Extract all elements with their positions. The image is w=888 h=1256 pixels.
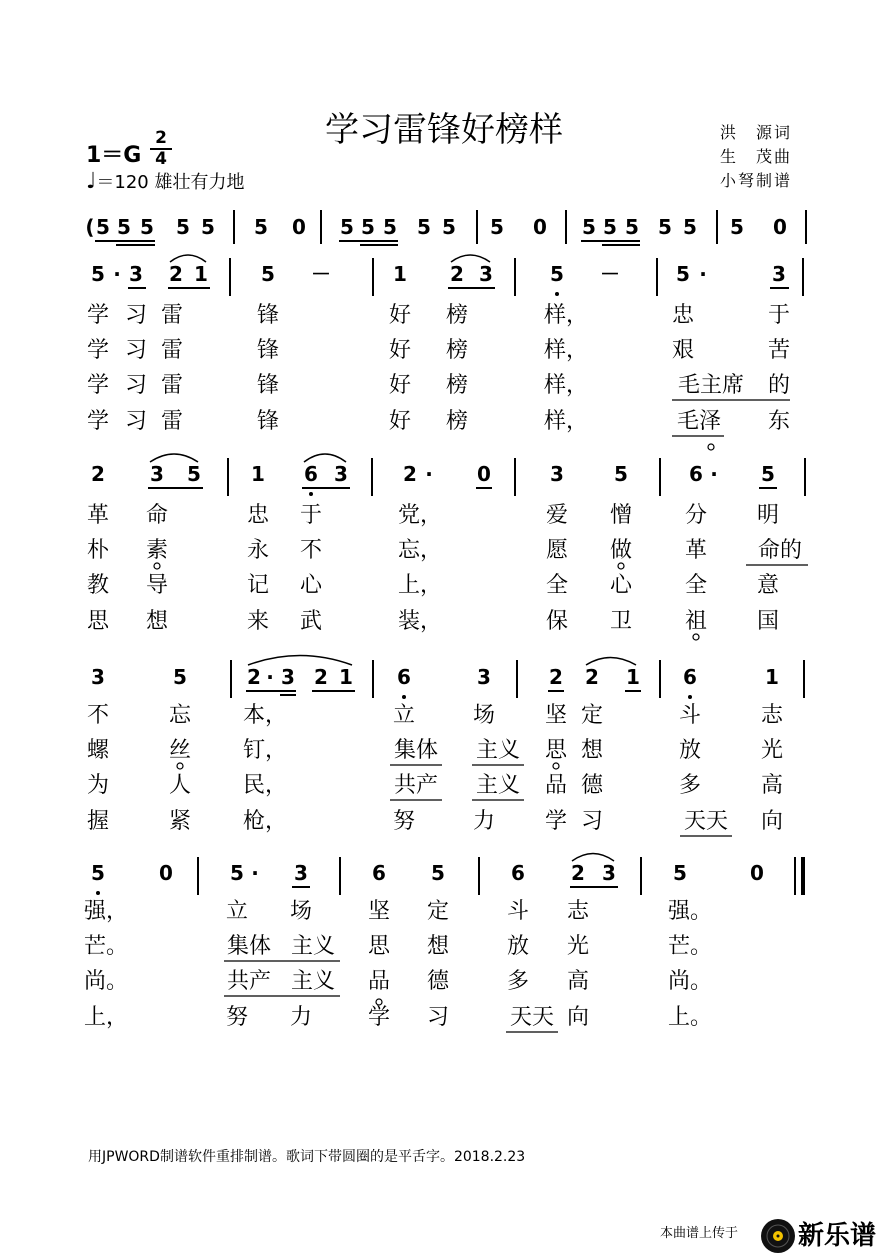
note-dot: · [425,462,433,486]
note: 6 [304,462,318,486]
lyric-syllable: 德 [580,773,604,798]
lyric-syllable: 想 [145,609,169,634]
lyric-syllable: 共产 [226,969,272,994]
lyric-syllable: 枪， [242,809,288,834]
intro-note: 5 [658,215,672,239]
note: 5 [431,861,445,885]
intro-note: 0 [533,215,547,239]
note: 5 [614,462,628,486]
lyric-syllable: 主义 [475,738,521,763]
lyric-syllable: 为 [86,773,110,798]
lyric-syllable: 习 [124,409,148,434]
lyric-syllable: 学 [367,1005,391,1030]
verse-2 [84,934,712,959]
lyric-syllable: 民， [242,773,288,798]
lyric-syllable: 思 [86,609,110,634]
lyric-syllable: 想 [580,738,604,763]
lyric-syllable: 于 [767,303,791,328]
lyric-syllable: 艰 [671,338,695,363]
lyric-syllable: 分 [684,503,708,528]
note-dot: · [699,262,707,286]
intro-note: 5 [625,215,639,239]
lyric-syllable: 导 [145,573,169,598]
intro-note: 5 [140,215,154,239]
lyric-syllable: 榜 [445,303,469,328]
lyric-syllable: 忠 [246,503,270,528]
intro-note: 5 [361,215,375,239]
intro-open-paren: ( [85,215,95,239]
intro-note: 5 [582,215,596,239]
lyric-syllable: 来 [246,609,270,634]
lyric-syllable: 朴 [86,538,110,563]
note: 3 [129,262,143,286]
lyric-syllable: 品 [544,773,568,798]
lyric-syllable: 努 [392,809,416,834]
lyric-syllable: 样， [543,409,589,434]
verse-2 [87,738,783,763]
note: 2 [403,462,417,486]
lyric-syllable: 多 [678,773,702,798]
lyric-syllable: 不 [86,703,110,728]
note: 5 [187,462,201,486]
verse-3 [87,573,779,598]
lyric-syllable: 定 [426,899,450,924]
lyric-syllable: 斗 [506,899,530,924]
lyric-syllable: 锋 [256,338,280,363]
verse-3 [87,773,783,798]
lyric-syllable: 明 [756,503,780,528]
lyric-syllable: 于 [299,503,323,528]
lyric-syllable: 习 [580,809,604,834]
brand-logo-text[interactable]: 新乐谱 [798,1221,877,1251]
lyric-syllable: 丝 [168,738,192,763]
lyric-syllable: 强， [83,899,129,924]
lyric-syllable: 光 [760,738,784,763]
lyric-syllable: 好 [388,373,412,398]
lyric-syllable: 意 [756,573,780,598]
system-2-lyrics [87,503,802,634]
low-octave-dot [688,695,692,699]
lyric-syllable: 雷 [160,373,184,398]
note-dash: － [311,262,331,286]
note: 2 [585,665,599,689]
note: 3 [334,462,348,486]
note: 3 [479,262,493,286]
note: 6 [689,462,703,486]
lyric-syllable: 雷 [160,303,184,328]
lyric-syllable: 憎 [609,503,633,528]
lyric-syllable: 学 [86,338,110,363]
lyric-syllable: 苦 [767,338,791,363]
note: 0 [750,861,764,885]
verse-2 [87,538,802,563]
note: 5 [761,462,775,486]
note: 5 [230,861,244,885]
lyric-syllable: 党， [397,503,443,528]
low-octave-dot [96,891,100,895]
lyric-syllable: 雷 [160,338,184,363]
system-4-marks [198,854,803,896]
lyric-syllable: 高 [566,969,590,994]
lyric-syllable: 学 [544,809,568,834]
intro-note: 5 [490,215,504,239]
lyric-syllable: 保 [545,609,569,634]
lyric-syllable: 放 [506,934,530,959]
lyric-syllable: 锋 [256,409,280,434]
page-title: 学习雷锋好榜样 [325,110,563,150]
lyric-syllable: 力 [472,809,496,834]
lyric-syllable: 命 [145,503,169,528]
lyric-syllable: 习 [426,1005,450,1030]
intro-note: 5 [417,215,431,239]
lyric-syllable: 芒。 [667,934,713,959]
lyric-syllable: 天天 [683,809,729,834]
note: 6 [372,861,386,885]
time-sig-bottom: 4 [155,149,167,169]
lyric-syllable: 钉， [242,738,288,763]
verse-4 [87,409,790,434]
system-3-lyrics [87,703,784,834]
intro-note: 0 [292,215,306,239]
note: 5 [550,262,564,286]
lyric-syllable: 样， [543,373,589,398]
lyric-syllable: 学 [86,373,110,398]
note: 2 [549,665,563,689]
verse-4 [87,809,783,834]
note: 1 [251,462,265,486]
tempo-value: ＝120 [96,172,149,193]
lyric-syllable: 样， [543,338,589,363]
expression-mark: 雄壮有力地 [154,172,245,193]
arranger-credit: 小弩制谱 [720,171,793,190]
note: 3 [550,462,564,486]
lyric-syllable: 榜 [445,409,469,434]
lyric-syllable: 努 [225,1005,249,1030]
lyric-syllable: 毛泽 [676,409,722,434]
lyric-syllable: 锋 [256,373,280,398]
lyric-syllable: 革 [684,538,708,563]
lyric-syllable: 上， [83,1005,129,1030]
note: 3 [91,665,105,689]
note: 2 [314,665,328,689]
lyric-syllable: 集体 [226,934,272,959]
lyric-syllable: 的 [767,373,791,398]
intro-note: 5 [683,215,697,239]
note-dot: · [251,861,259,885]
lyric-syllable: 革 [86,503,110,528]
note: 1 [393,262,407,286]
note: 5 [673,861,687,885]
lyric-syllable: 国 [756,609,780,634]
note: 3 [602,861,616,885]
lyric-syllable: 立 [392,703,416,728]
note: 3 [772,262,786,286]
verse-1 [84,899,712,924]
intro-note: 5 [383,215,397,239]
intro-note: 5 [176,215,190,239]
note-dot: · [266,665,274,689]
note: 6 [683,665,697,689]
lyric-syllable: 放 [678,738,702,763]
lyric-syllable: 榜 [445,373,469,398]
lyric-syllable: 天天 [509,1005,555,1030]
system-1-notes [91,262,786,286]
time-sig-top: 2 [155,128,167,148]
intro-note: 5 [442,215,456,239]
lyric-syllable: 卫 [609,609,633,634]
lyric-syllable: 心 [609,573,633,598]
lyric-syllable: 志 [760,703,784,728]
lyric-syllable: 命的 [757,538,803,563]
lyric-syllable: 品 [367,969,391,994]
verse-1 [87,503,779,528]
lyric-syllable: 爱 [545,503,569,528]
upload-caption: 本曲谱上传于 [660,1226,739,1241]
footer-note: 用JPWORD制谱软件重排制谱。歌词下带圆圈的是平舌字。2018.2.23 [88,1149,526,1165]
note: 1 [626,665,640,689]
note-dot: · [710,462,718,486]
lyric-syllable: 多 [506,969,530,994]
system-3-notes [91,665,779,689]
note: 6 [397,665,411,689]
note: 5 [173,665,187,689]
note: 2 [450,262,464,286]
lyric-syllable: 榜 [445,338,469,363]
lyric-syllable: 向 [760,809,784,834]
system-4-lyrics [84,899,712,1030]
lyric-syllable: 主义 [290,969,336,994]
note: 5 [676,262,690,286]
intro-note: 5 [254,215,268,239]
lyric-syllable: 思 [544,738,568,763]
note: 1 [339,665,353,689]
lyric-syllable: 习 [124,373,148,398]
lyric-syllable: 素 [145,538,169,563]
lyric-syllable: 芒。 [83,934,129,959]
note-dash: － [600,262,620,286]
note: 5 [91,861,105,885]
note: 2 [91,462,105,486]
lyric-syllable: 坚 [367,899,391,924]
composer-credit: 生 茂曲 [720,147,793,166]
lyric-syllable: 人 [168,773,192,798]
intro-note: 5 [117,215,131,239]
verse-1 [87,303,790,328]
note: 1 [194,262,208,286]
intro-note: 5 [96,215,110,239]
lyric-syllable: 思 [367,934,391,959]
intro-note: 5 [603,215,617,239]
lyric-syllable: 不 [299,538,323,563]
lyric-syllable: 定 [580,703,604,728]
lyric-syllable: 记 [246,573,270,598]
lyric-syllable: 紧 [168,809,192,834]
lyric-syllable: 向 [566,1005,590,1030]
note: 3 [294,861,308,885]
lyric-syllable: 全 [545,573,569,598]
lyric-syllable: 东 [767,409,791,434]
lyric-syllable: 习 [124,303,148,328]
note: 1 [765,665,779,689]
lyric-syllable: 握 [86,809,110,834]
note: 3 [150,462,164,486]
lyric-syllable: 场 [472,703,496,728]
low-octave-dot [402,695,406,699]
low-octave-dot [309,492,313,496]
lyric-syllable: 祖 [684,609,708,634]
lyric-syllable: 高 [760,773,784,798]
vinyl-record-icon [760,1218,796,1254]
lyric-syllable: 螺 [86,738,110,763]
lyric-syllable: 好 [388,338,412,363]
lyric-syllable: 样， [543,303,589,328]
lyric-syllable: 坚 [544,703,568,728]
lyric-syllable: 志 [566,899,590,924]
note-dot: · [113,262,121,286]
lyric-syllable: 学 [86,303,110,328]
lyricist-credit: 洪 源词 [720,123,793,142]
lyric-syllable: 集体 [393,738,439,763]
intro-note: 5 [730,215,744,239]
lyric-syllable: 习 [124,338,148,363]
verse-4 [84,1005,712,1030]
lyric-syllable: 光 [566,934,590,959]
lyric-syllable: 尚。 [667,969,713,994]
lyric-syllable: 锋 [256,303,280,328]
note: 5 [91,262,105,286]
note: 3 [477,665,491,689]
lyric-syllable: 主义 [475,773,521,798]
lyric-syllable: 好 [388,303,412,328]
intro-note: 0 [773,215,787,239]
lyric-syllable: 力 [289,1005,313,1030]
lyric-syllable: 德 [426,969,450,994]
verse-3 [84,969,712,994]
lyric-syllable: 主义 [290,934,336,959]
note: 2 [169,262,183,286]
note: 6 [511,861,525,885]
lyric-syllable: 忘， [397,538,443,563]
verse-3 [87,373,790,398]
verse-1 [87,703,784,728]
lyric-syllable: 斗 [678,703,702,728]
lyric-syllable: 上。 [667,1005,713,1030]
note: 3 [281,665,295,689]
lyric-syllable: 心 [299,573,323,598]
lyric-syllable: 毛主席 [677,373,745,398]
lyric-syllable: 强。 [667,899,713,924]
lyric-syllable: 永 [246,538,270,563]
lyric-syllable: 忘 [168,703,192,728]
note: 2 [571,861,585,885]
lyric-syllable: 教 [86,573,110,598]
lyric-syllable: 本， [242,703,288,728]
lyric-syllable: 立 [225,899,249,924]
lyric-syllable: 愿 [545,538,569,563]
lyric-syllable: 装， [397,609,443,634]
key-signature: 1＝G [86,143,142,168]
lyric-syllable: 忠 [671,303,695,328]
lyric-syllable: 武 [299,609,323,634]
lyric-syllable: 想 [426,934,450,959]
lyric-syllable: 做 [609,538,633,563]
lyric-syllable: 好 [388,409,412,434]
lyric-syllable: 共产 [393,773,439,798]
note: 5 [261,262,275,286]
lyric-syllable: 雷 [160,409,184,434]
lyric-syllable: 全 [684,573,708,598]
lyric-syllable: 上， [397,573,443,598]
intro-note: 5 [201,215,215,239]
intro-note: 5 [340,215,354,239]
note: 0 [159,861,173,885]
quarter-note-icon: ♩ [86,169,97,194]
low-octave-dot [555,292,559,296]
system-4-notes [91,861,764,885]
verse-2 [87,338,790,363]
verse-4 [87,609,779,634]
lyric-syllable: 学 [86,409,110,434]
lyric-syllable: 尚。 [83,969,129,994]
note: 2 [247,665,261,689]
lyric-syllable: 场 [289,899,313,924]
system-1-lyrics [87,303,790,434]
system-2-notes [91,462,775,486]
note: 0 [477,462,491,486]
